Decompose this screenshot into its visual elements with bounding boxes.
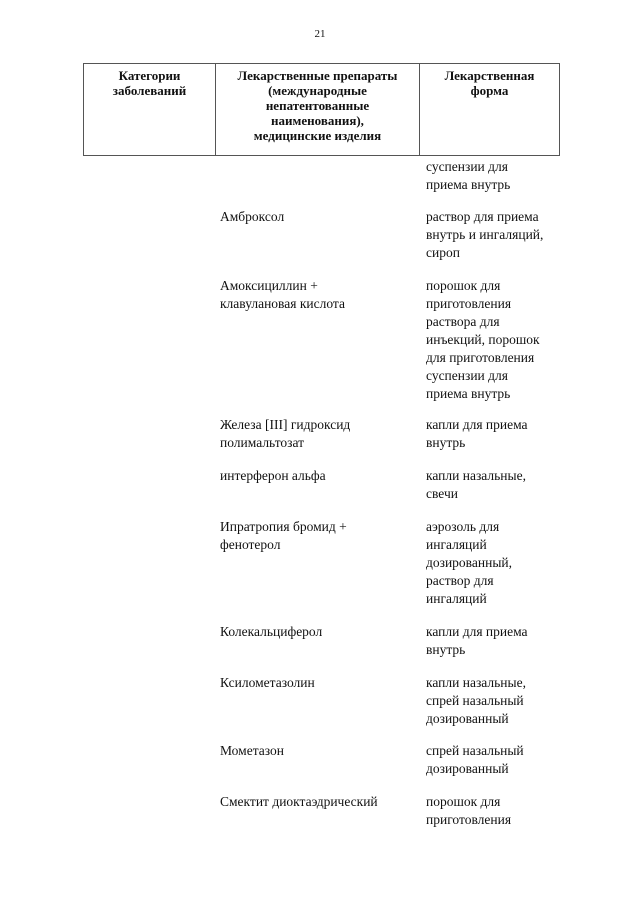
continued-form-cell: суспензии для приема внутрь <box>426 159 511 192</box>
drug-name: Мометазон <box>220 743 284 758</box>
drug-form: порошок для приготовления раствора для инъекций, порошок для приготовления суспензии для приема внутрь <box>426 278 540 401</box>
drug-name: Железа [III] гидроксид полимальтозат <box>220 417 351 450</box>
drug-form: аэрозоль для ингаляций дозированный, раствор для ингаляций <box>426 519 512 606</box>
drug-name: Смектит диоктаэдрический <box>220 794 378 809</box>
header-category: Категории заболеваний <box>84 64 216 155</box>
drug-name: Амброксол <box>220 209 285 224</box>
page-number: 21 <box>314 28 326 40</box>
drug-form: капли для приема внутрь <box>426 624 528 657</box>
drug-name: Амоксициллин + клавулановая кислота <box>220 278 345 311</box>
drug-form: капли назальные, свечи <box>426 468 526 501</box>
table-header <box>83 63 560 156</box>
drug-form: спрей назальный дозированный <box>426 743 524 776</box>
drug-name: Ипратропия бромид + фенотерол <box>220 519 347 552</box>
drug-name: Колекальциферол <box>220 624 323 639</box>
drug-form: порошок для приготовления <box>426 794 512 827</box>
drug-form: капли назальные, спрей назальный дозированный <box>426 675 526 726</box>
drug-form: раствор для приема внутрь и ингаляций, сироп <box>426 209 544 260</box>
drug-name: Ксилометазолин <box>220 675 315 690</box>
drug-name: интерферон альфа <box>220 468 326 483</box>
header-form: Лекарственная форма <box>444 68 535 98</box>
drug-form: капли для приема внутрь <box>426 417 528 450</box>
header-drugs: Лекарственные препараты (международные непатентованные наименования), медицинские изделия <box>216 64 420 155</box>
